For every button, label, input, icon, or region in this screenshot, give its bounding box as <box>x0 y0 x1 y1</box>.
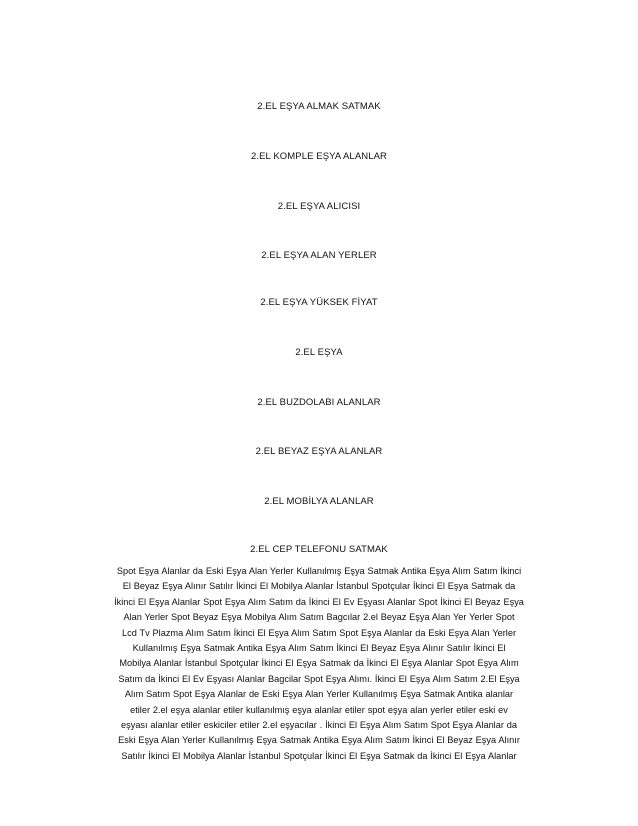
heading-line-1: 2.EL EŞYA ALMAK SATMAK <box>257 101 381 112</box>
heading-line-9: 2.EL MOBİLYA ALANLAR <box>264 496 374 507</box>
body-line-3: İkinci El Eşya Alanlar Spot Eşya Alım Satım da İkinci El Ev Eşyası Alanlar Spot İkinci El Beyaz Eşya <box>114 596 524 607</box>
heading-line-5: 2.EL EŞYA YÜKSEK FİYAT <box>260 297 378 308</box>
body-line-13: Satılır İkinci El Mobilya Alanlar İstanbul Spotçular İkinci El Eşya Satmak da İkinci El Eşya Alanlar <box>121 750 517 761</box>
body-line-7: Mobilya Alanlar İstanbul Spotçular İkinci El Eşya Satmak da İkinci El Eşya Alanlar Spot Eşya Alım <box>119 658 519 669</box>
heading-line-4: 2.EL EŞYA ALAN YERLER <box>261 250 377 261</box>
heading-line-7: 2.EL BUZDOLABI ALANLAR <box>257 397 381 408</box>
body-line-1: Spot Eşya Alanlar da Eski Eşya Alan Yerler Kullanılmış Eşya Satmak Antika Eşya Alım Satım İkinci <box>116 566 522 576</box>
body-line-11: eşyası alanlar etiler eskiciler etiler 2.el eşyacılar . İkinci El Eşya Alım Satım Spot Eşya Alanlar da <box>121 720 517 731</box>
heading-line-10: 2.EL CEP TELEFONU SATMAK <box>250 544 388 555</box>
body-line-9: Alım Satım Spot Eşya Alanlar de Eski Eşya Alan Yerler Kullanılmış Eşya Satmak Antika alanlar <box>124 689 514 700</box>
body-line-6: Kullanılmış Eşya Satmak Antika Eşya Alım Satım İkinci El Beyaz Eşya Alınır Satılır İkinci El <box>132 643 506 654</box>
heading-line-3: 2.EL EŞYA ALICISI <box>277 201 361 212</box>
heading-line-8: 2.EL BEYAZ EŞYA ALANLAR <box>255 446 383 457</box>
body-paragraph <box>86 564 552 764</box>
body-line-2: El Beyaz Eşya Alınır Satılır İkinci El Mobilya Alanlar İstanbul Spotçular İkinci El Eşya Satmak da <box>122 581 516 592</box>
heading-line-2: 2.EL KOMPLE EŞYA ALANLAR <box>251 151 387 162</box>
body-line-5: Lcd Tv Plazma Alım Satım İkinci El Eşya Alım Satım Spot Eşya Alanlar da Eski Eşya Alan Yerler <box>121 627 517 638</box>
heading-line-6: 2.EL EŞYA <box>295 347 343 358</box>
body-line-10: etiler 2.el eşya alanlar etiler kullanılmış eşya alanlar etiler spot eşya alan yerler etiler eski ev <box>130 704 508 715</box>
body-line-8: Satım da İkinci El Ev Eşyası Alanlar Bagcilar Spot Eşya Alımı. İkinci El Eşya Alım Satım 2.El Eşya <box>118 673 520 684</box>
body-line-12: Eski Eşya Alan Yerler Kullanılmış Eşya Satmak Antika Eşya Alım Satım İkinci El Beyaz Eşya Alınır <box>118 735 520 746</box>
body-line-4: Alan Yerler Spot Beyaz Eşya Mobilya Alım Satım Bagcılar 2.el Beyaz Eşya Alan Yer Yerler Spot <box>123 612 515 623</box>
